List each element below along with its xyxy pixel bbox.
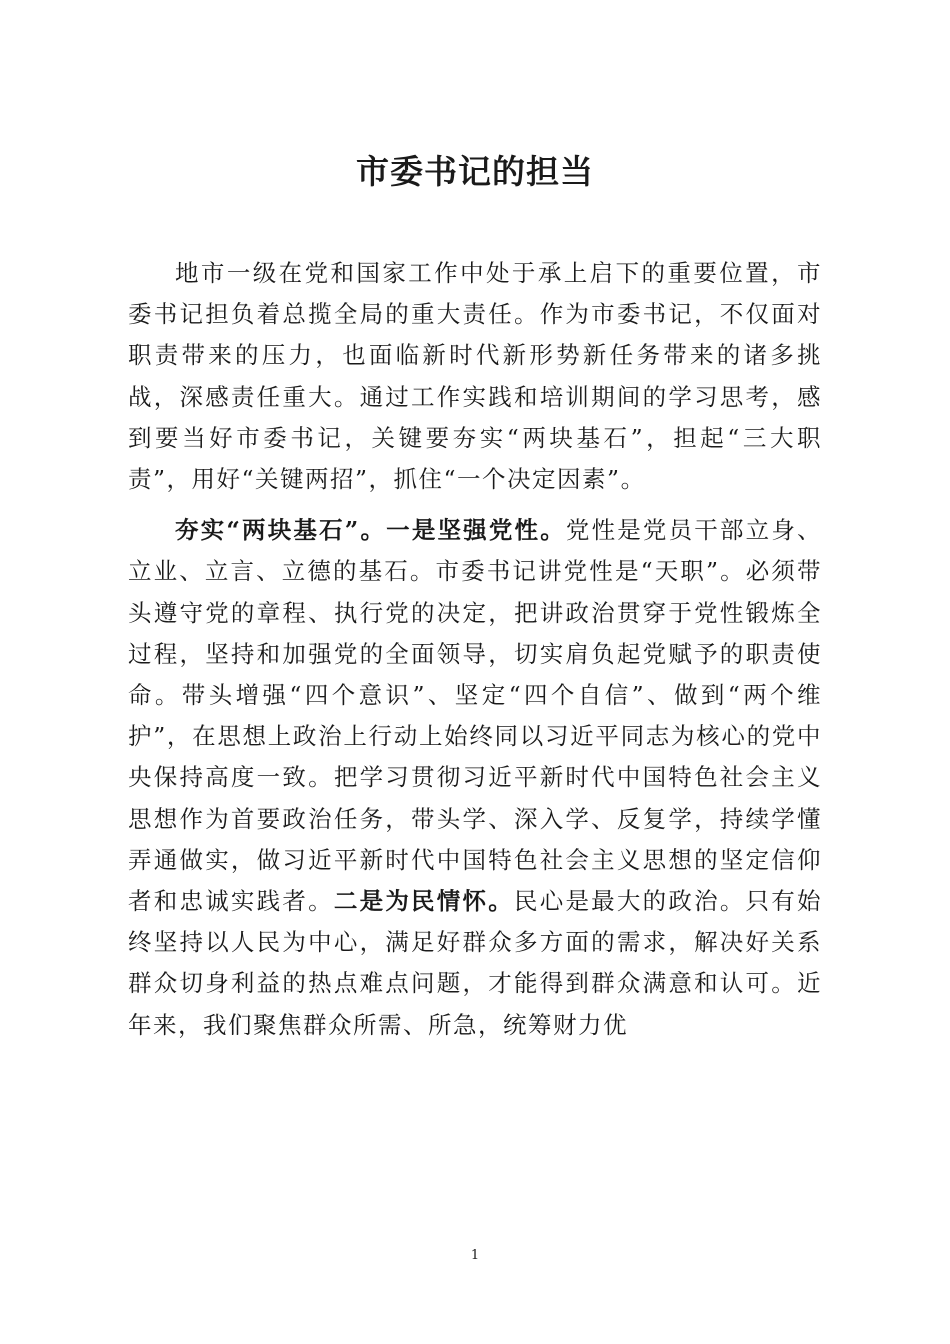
point-two-text: 民心是最大的政治。只有始终坚持以人民为中心，满足好群众多方面的需求，解决好关系群众切身利益的热点难点问题，才能得到群众满意和认可。近年来，我们聚焦群众所需、所急，统筹财力优: [128, 887, 823, 1039]
point-one-heading: 一是坚强党性。: [386, 516, 566, 545]
point-two-heading: 二是为民情怀。: [333, 887, 514, 916]
document-title: 市委书记的担当: [356, 152, 594, 191]
point-one-text: 党性是党员干部立身、立业、立言、立德的基石。市委书记讲党性是“天职”。必须带头遵守党的章程、执行党的决定，把讲政治贯穿于党性锻炼全过程，坚持和加强党的全面领导，切实肩负起党赋予的职责使命。带头增强“四个意识”、坚定“四个自信”、做到“两个维护”，在思想上政治上行动上始终同以习近平同志为核心的党中央保持高度一致。把学习贯彻习近平新时代中国特色社会主义思想作为首要政治任务，带头学、深入学、反复学，持续学懂弄通做实，做习近平新时代中国特色社会主义思想的坚定信仰者和忠诚实践者。: [128, 516, 822, 916]
intro-text: 地市一级在党和国家工作中处于承上启下的重要位置，市委书记担负着总揽全局的重大责任。作为市委书记，不仅面对职责带来的压力，也面临新时代新形势新任务带来的诸多挑战，深感责任重大。通过工作实践和培训期间的学习思考，感到要当好市委书记，关键要夯实“两块基石”，担起“三大职责”，用好“关键两招”，抓住“一个决定因素”。: [128, 259, 822, 494]
section-heading: 夯实“两块基石”。: [175, 516, 387, 545]
paragraph-two-cornerstones: [128, 510, 822, 1046]
paragraph-intro: [128, 253, 822, 500]
document-body: [128, 253, 822, 1046]
page-number: 1: [470, 1248, 480, 1263]
